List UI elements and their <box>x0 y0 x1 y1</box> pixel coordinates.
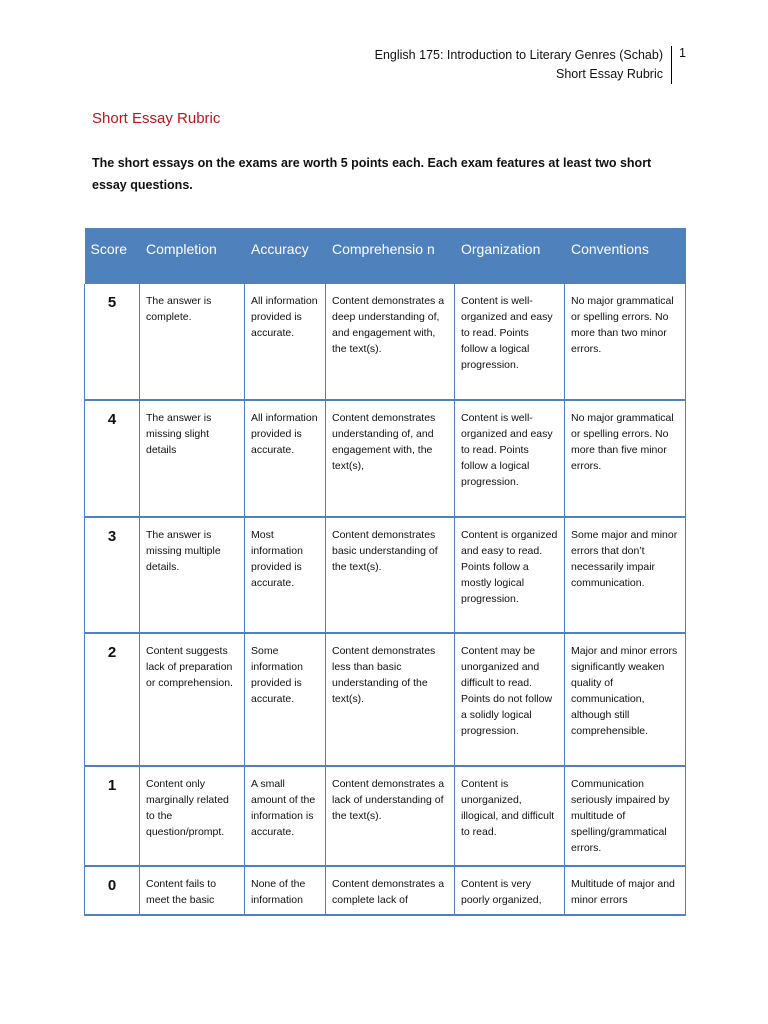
score-cell: 0 <box>85 866 140 915</box>
organization-cell: Content is well-organized and easy to read. Points follow a logical progression. <box>455 400 565 517</box>
column-header-score: Score <box>85 228 140 284</box>
accuracy-cell: Some information provided is accurate. <box>245 633 326 766</box>
completion-cell: Content fails to meet the basic <box>140 866 245 915</box>
accuracy-cell: All information provided is accurate. <box>245 284 326 400</box>
accuracy-cell: None of the information <box>245 866 326 915</box>
organization-cell: Content is organized and easy to read. Points follow a mostly logical progression. <box>455 517 565 633</box>
comprehension-cell: Content demonstrates understanding of, and engagement with, the text(s), <box>326 400 455 517</box>
column-header-comprehension: Comprehensio n <box>326 228 455 284</box>
conventions-cell: No major grammatical or spelling errors. No more than five minor errors. <box>565 400 686 517</box>
comprehension-cell: Content demonstrates less than basic understanding of the text(s). <box>326 633 455 766</box>
organization-cell: Content may be unorganized and difficult to read. Points do not follow a solidly logical progression. <box>455 633 565 766</box>
rubric-table <box>84 228 686 916</box>
organization-cell: Content is unorganized, illogical, and difficult to read. <box>455 766 565 866</box>
table-row <box>85 766 686 866</box>
table-row <box>85 633 686 766</box>
accuracy-cell: Most information provided is accurate. <box>245 517 326 633</box>
organization-cell: Content is well-organized and easy to read. Points follow a logical progression. <box>455 284 565 400</box>
completion-cell: The answer is complete. <box>140 284 245 400</box>
completion-cell: Content suggests lack of preparation or comprehension. <box>140 633 245 766</box>
conventions-cell: Communication seriously impaired by multitude of spelling/grammatical errors. <box>565 766 686 866</box>
column-header-completion: Completion <box>140 228 245 284</box>
header-document-title: Short Essay Rubric <box>556 67 663 81</box>
completion-cell: Content only marginally related to the question/prompt. <box>140 766 245 866</box>
accuracy-cell: A small amount of the information is accurate. <box>245 766 326 866</box>
score-cell: 2 <box>85 633 140 766</box>
conventions-cell: Major and minor errors significantly weaken quality of communication, although still comprehensible. <box>565 633 686 766</box>
score-cell: 4 <box>85 400 140 517</box>
conventions-cell: Some major and minor errors that don’t necessarily impair communication. <box>565 517 686 633</box>
comprehension-cell: Content demonstrates a deep understanding of, and engagement with, the text(s). <box>326 284 455 400</box>
table-row <box>85 517 686 633</box>
organization-cell: Content is very poorly organized, <box>455 866 565 915</box>
comprehension-cell: Content demonstrates a lack of understanding of the text(s). <box>326 766 455 866</box>
column-header-accuracy: Accuracy <box>245 228 326 284</box>
table-row <box>85 400 686 517</box>
conventions-cell: No major grammatical or spelling errors. No more than two minor errors. <box>565 284 686 400</box>
score-cell: 1 <box>85 766 140 866</box>
header-course-title: English 175: Introduction to Literary Genres (Schab) <box>374 48 663 62</box>
completion-cell: The answer is missing slight details <box>140 400 245 517</box>
conventions-cell: Multitude of major and minor errors <box>565 866 686 915</box>
comprehension-cell: Content demonstrates basic understanding of the text(s). <box>326 517 455 633</box>
table-row <box>85 866 686 915</box>
column-header-organization: Organization <box>455 228 565 284</box>
document-title: Short Essay Rubric <box>92 110 221 127</box>
comprehension-cell: Content demonstrates a complete lack of <box>326 866 455 915</box>
accuracy-cell: All information provided is accurate. <box>245 400 326 517</box>
page-header <box>375 46 672 84</box>
intro-paragraph: The short essays on the exams are worth 5 points each. Each exam features at least two short essay questions. <box>92 156 652 192</box>
score-cell: 5 <box>85 284 140 400</box>
table-row <box>85 284 686 400</box>
table-header-row <box>85 228 686 284</box>
completion-cell: The answer is missing multiple details. <box>140 517 245 633</box>
column-header-conventions: Conventions <box>565 228 686 284</box>
page-number: 1 <box>679 46 686 60</box>
score-cell: 3 <box>85 517 140 633</box>
